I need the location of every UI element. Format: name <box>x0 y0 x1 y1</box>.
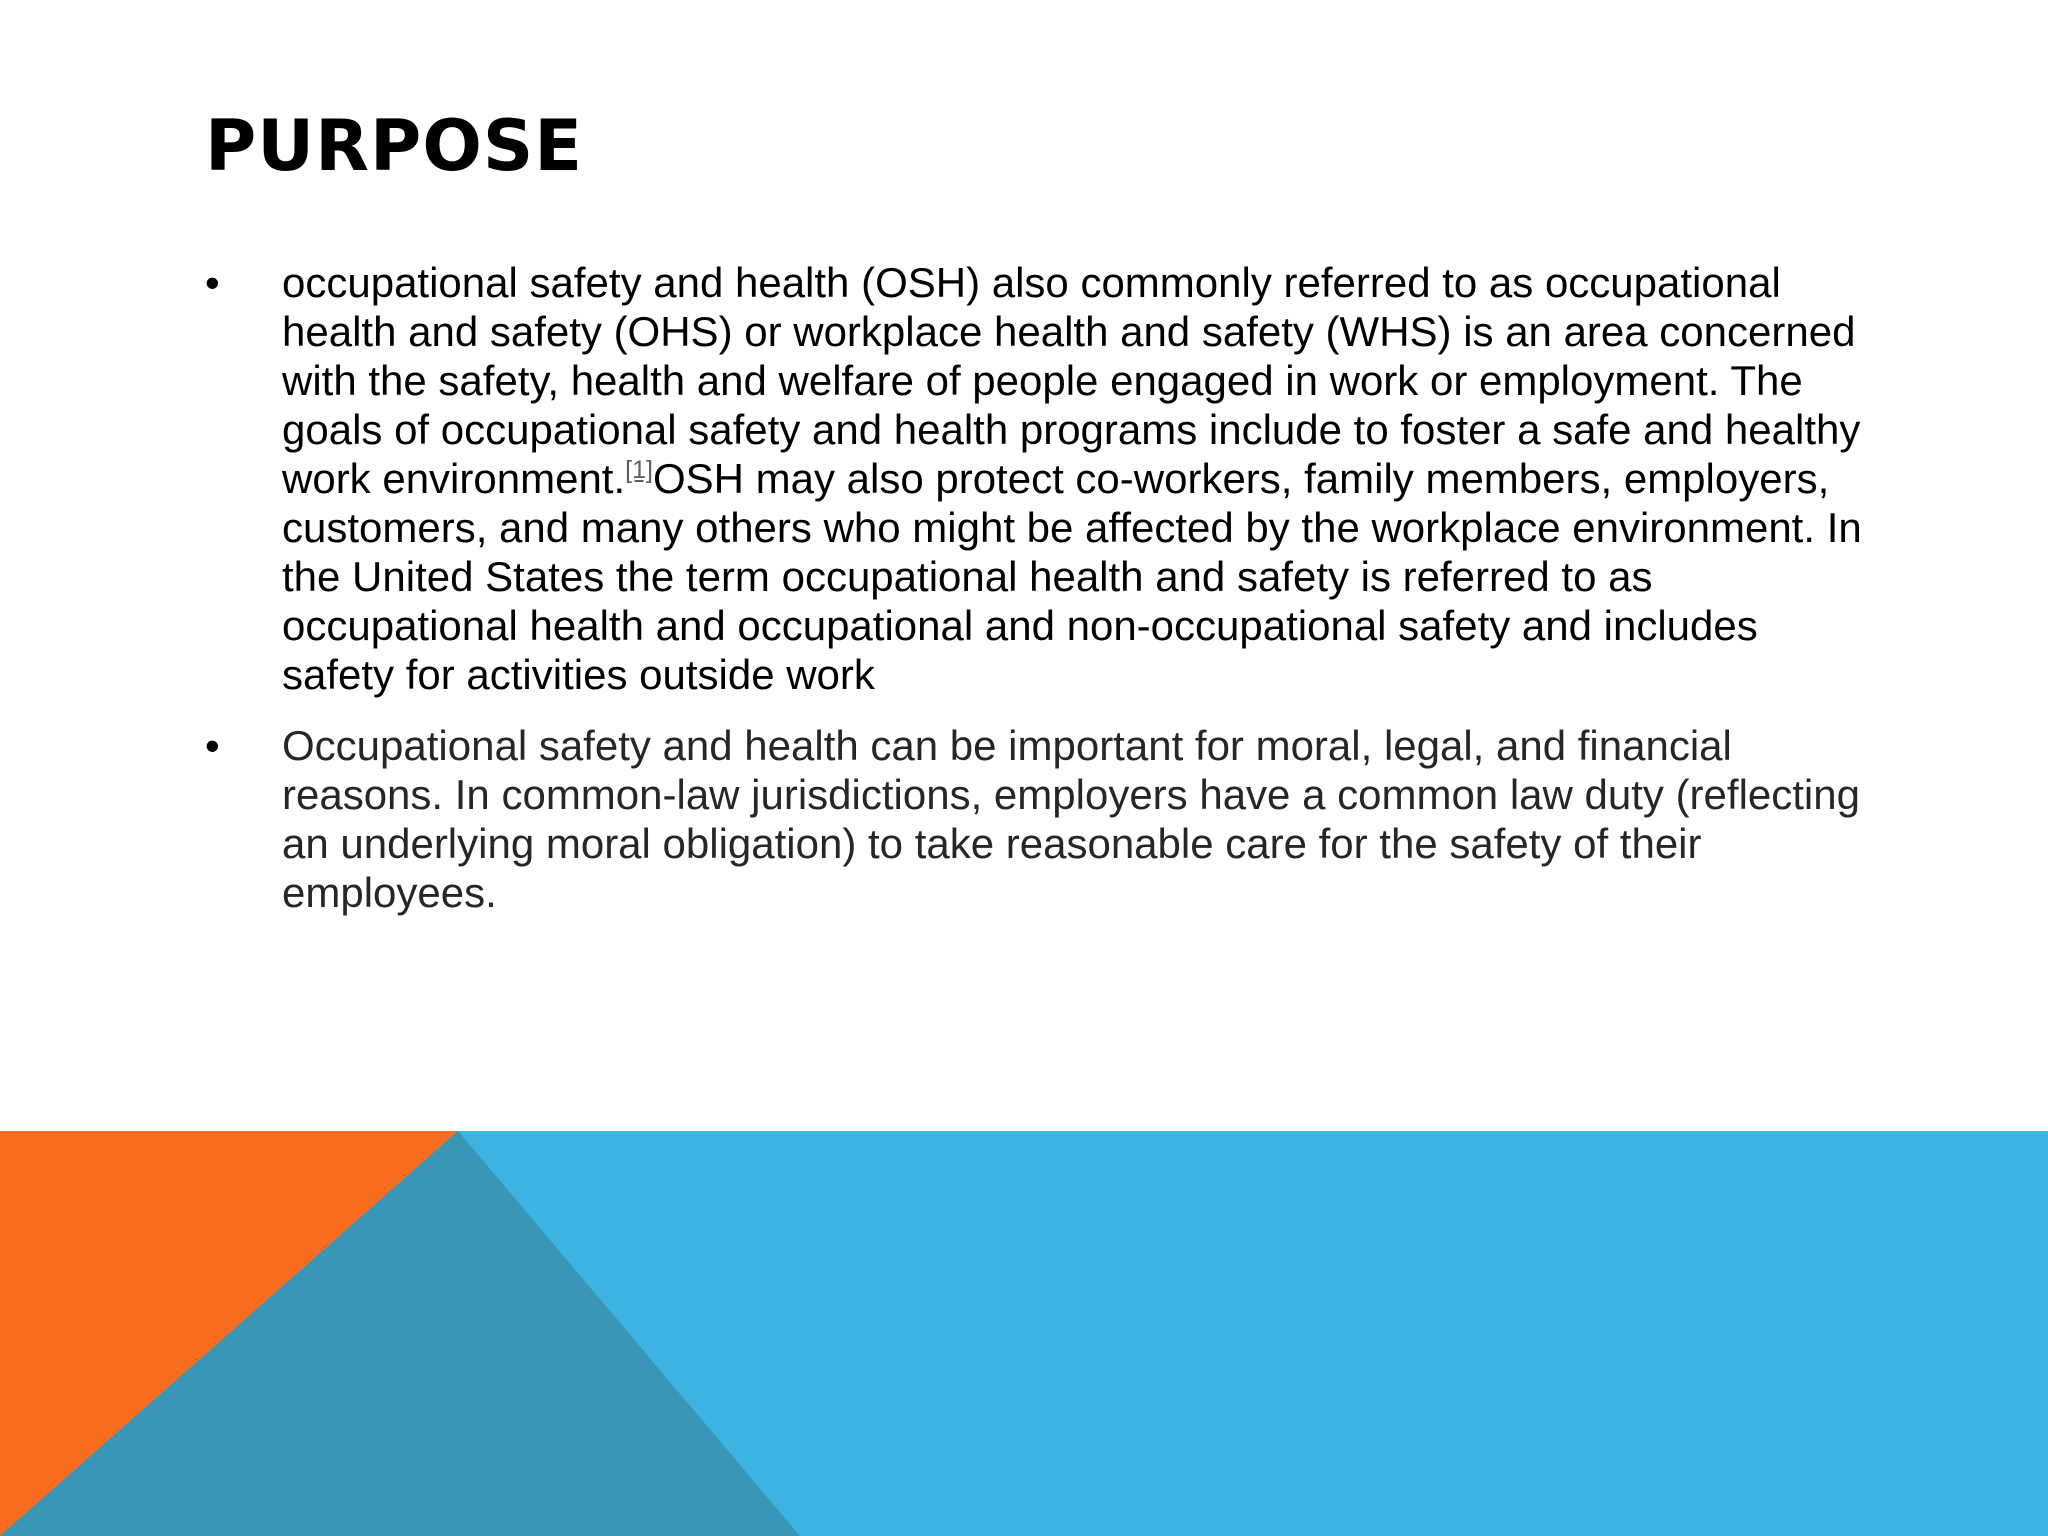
bullet-dot-icon: • <box>205 259 220 306</box>
bullet-text-1 <box>282 258 1865 699</box>
bullet-item-1 <box>205 258 1865 699</box>
bullet-text-1-part-a: occupational safety and health (OSH) also commonly referred to as occupational health and safety (OHS) or workplace health and safety (WHS) is an area concerned with the safety, health and welfare of people engaged in work or employment. The goals of occupational safety and health programs include to foster a safe and healthy work environment. <box>282 259 1861 502</box>
slide-title: PURPOSE <box>205 105 584 187</box>
bullet-text-1-part-b: OSH may also protect co-workers, family members, employers, customers, and many others who might be affected by the workplace environment. In the United States the term occupational health and safety is referred to as occupational health and occupational and non-occupational safety and includes safety for activities outside work <box>282 455 1862 698</box>
bullet-dot-icon: • <box>205 722 220 769</box>
citation-link[interactable]: [1] <box>625 456 653 484</box>
footer-decoration <box>0 1131 2048 1536</box>
bullet-item-2 <box>205 721 1865 917</box>
slide-body <box>205 258 1865 939</box>
bullet-text-2: Occupational safety and health can be important for moral, legal, and financial reasons. In common-law jurisdictions, employers have a common law duty (reflecting an underlying moral obligation) to take reasonable care for the safety of their employees. <box>282 722 1860 916</box>
